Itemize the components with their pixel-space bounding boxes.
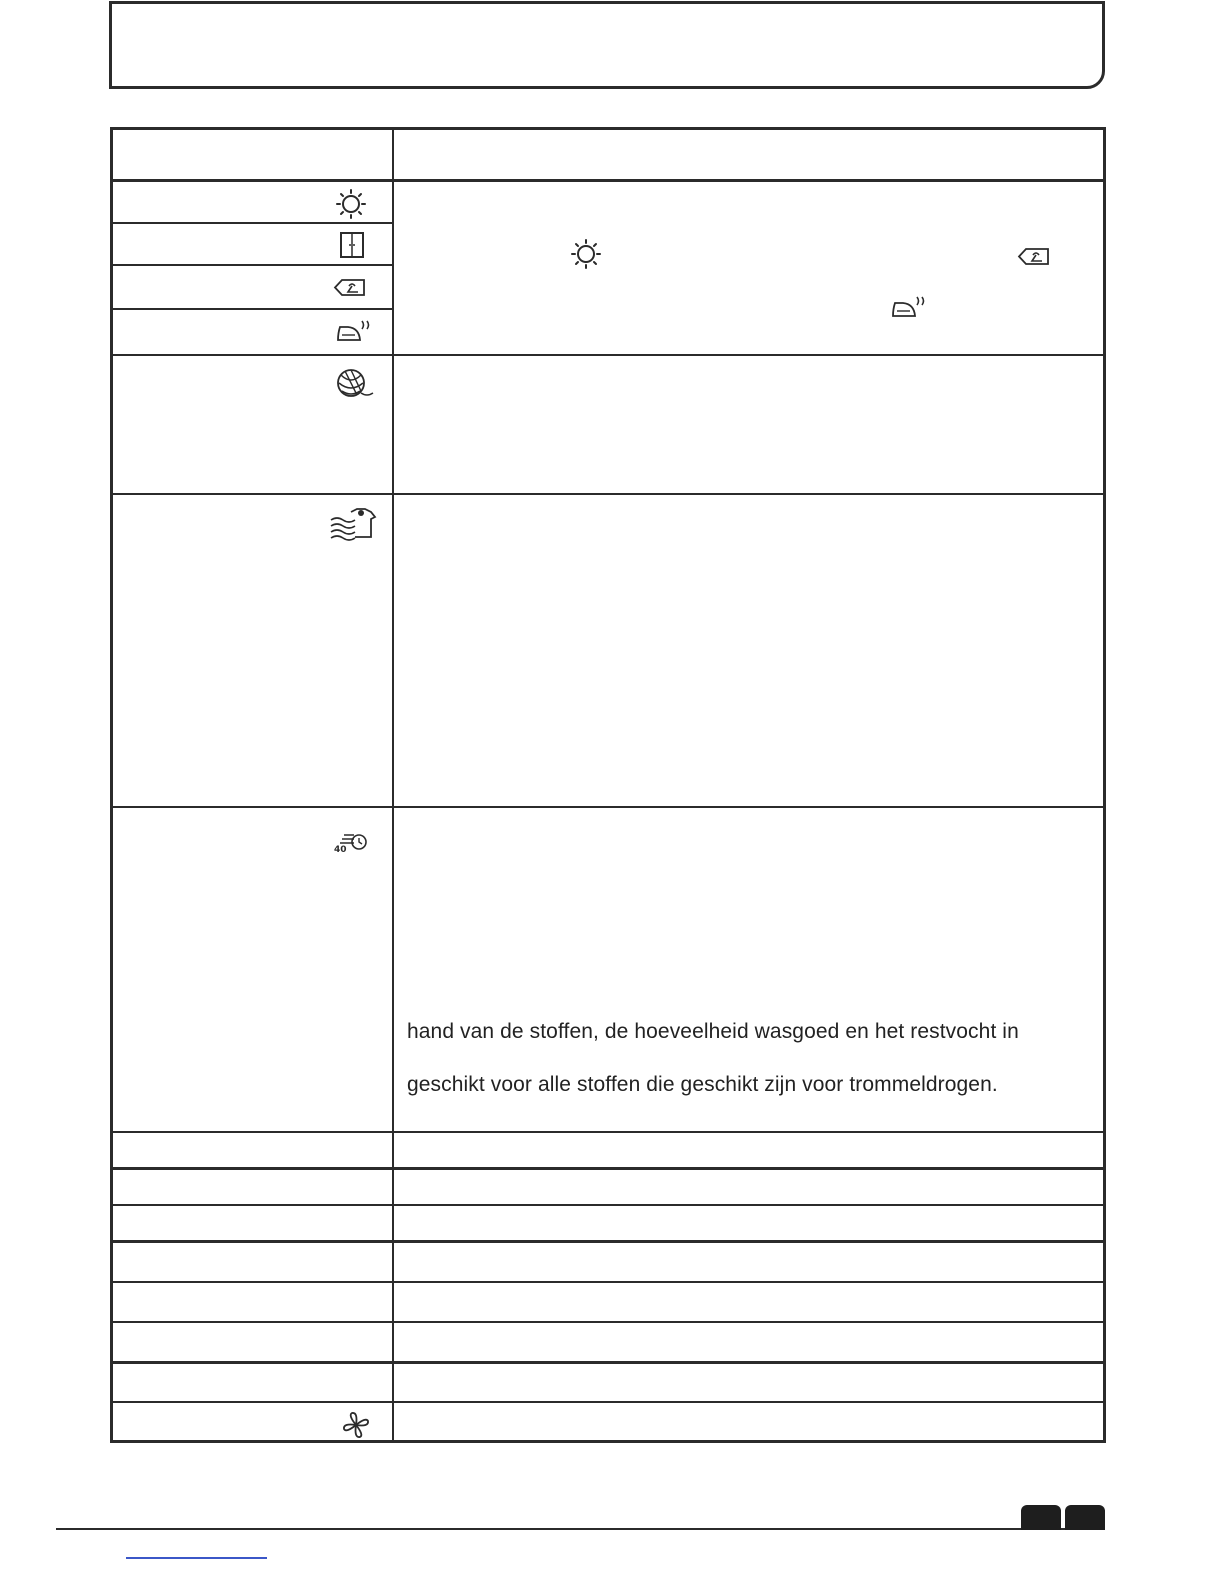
page-tab xyxy=(1021,1505,1061,1530)
row-divider xyxy=(113,1321,1103,1323)
row-divider xyxy=(113,1167,1103,1170)
header-row-divider xyxy=(113,179,1103,182)
programme-table xyxy=(110,127,1106,1443)
iron-icon xyxy=(890,292,928,322)
row-divider xyxy=(113,1204,1103,1206)
quick-40-icon xyxy=(334,830,370,854)
page-tab xyxy=(1065,1505,1105,1530)
sun-icon xyxy=(335,188,367,220)
programme-description-line: hand van de stoffen, de hoeveelheid wasgoed en het restvocht in xyxy=(407,1020,1019,1043)
row-divider xyxy=(113,308,394,310)
cupboard-icon xyxy=(339,231,365,259)
shirt-wave-icon xyxy=(329,506,377,542)
row-divider xyxy=(113,806,1103,808)
wool-yarn-icon xyxy=(333,363,375,405)
footer-rule xyxy=(56,1528,1066,1530)
row-divider xyxy=(113,1240,1103,1243)
row-divider xyxy=(113,1281,1103,1283)
hanger-label-icon xyxy=(1017,247,1051,267)
footer-link-underline[interactable] xyxy=(126,1557,267,1559)
iron-icon xyxy=(335,316,373,346)
sun-icon xyxy=(570,238,602,270)
row-divider xyxy=(113,493,1103,495)
column-divider xyxy=(392,130,394,1440)
svg-text:40: 40 xyxy=(334,845,347,854)
hanger-label-icon xyxy=(333,278,367,298)
row-divider xyxy=(113,1401,1103,1403)
row-divider xyxy=(113,354,1103,356)
fan-icon xyxy=(342,1411,370,1439)
row-divider xyxy=(113,1131,1103,1133)
row-divider xyxy=(113,222,394,224)
header-box xyxy=(109,1,1105,89)
programme-description-line: geschikt voor alle stoffen die geschikt zijn voor trommeldrogen. xyxy=(407,1073,998,1096)
row-divider xyxy=(113,264,394,266)
row-divider xyxy=(113,1361,1103,1364)
